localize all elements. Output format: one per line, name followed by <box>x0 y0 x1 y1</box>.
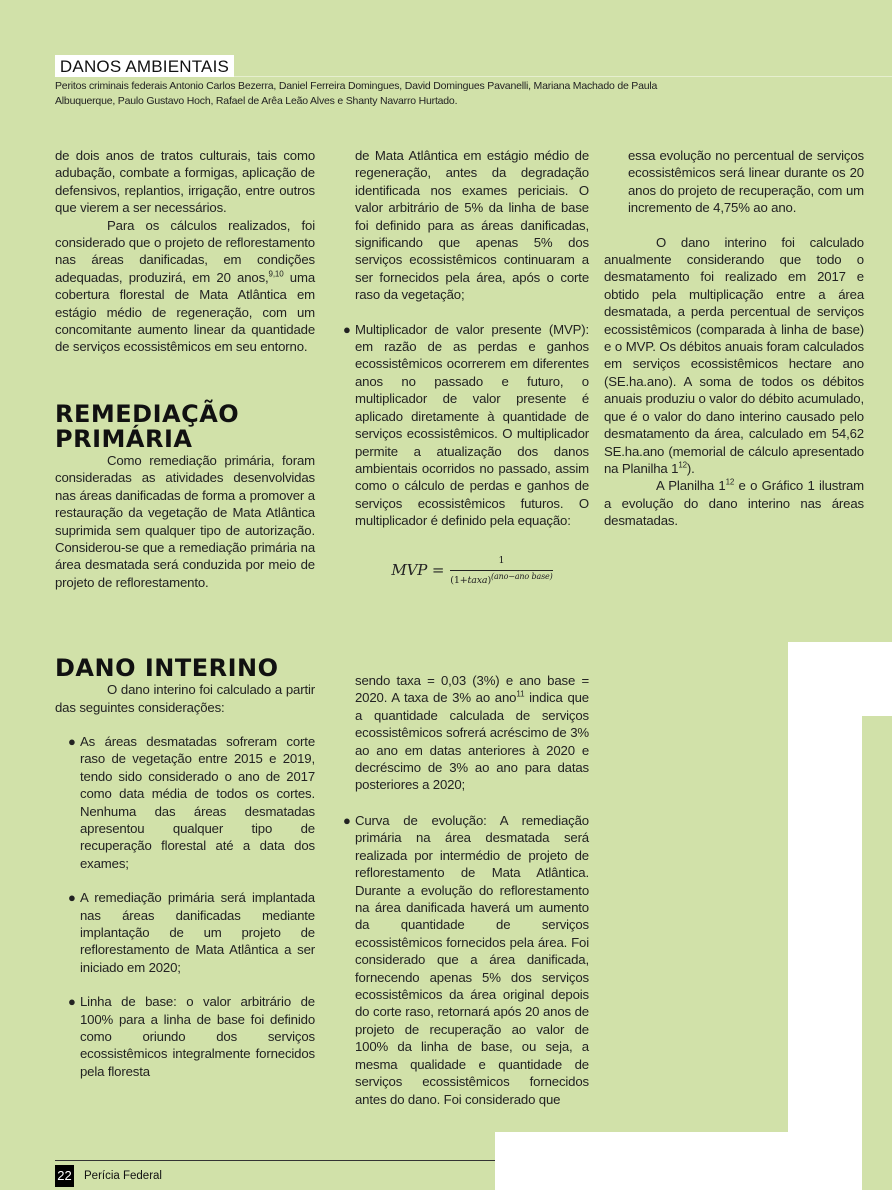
column-2-bullet-curve <box>343 812 589 1108</box>
column-3 <box>604 147 864 530</box>
footnote-ref: 9,10 <box>268 269 284 279</box>
bullet-icon: ● <box>68 733 76 749</box>
mvp-equation: MVP = $\frac{1}{(1+taxa)^{(ano-ano base)}}$ <box>355 552 589 590</box>
col2-paragraph-1: de Mata Atlântica em estágio médio de regeneração, antes da degradação identificada nos exames periciais. O valor arbitrário de 5% da linha de base foi definido para as áreas danificadas, significando que apenas 5% dos serviços ecossistêmicos continuaram a ser fornecidos pela área, após o corte raso da vegetação; <box>355 148 589 303</box>
heading-dano-interino: DANO INTERINO <box>55 654 279 683</box>
list-item: ● Multiplicador de valor presente (MVP): em razão de as perdas e ganhos ecossistêmicos ocorrerem em diferentes anos no passado e futuro, o multiplicador de valor presente é aplicado diretamente à quantidade de serviços ecossistêmicos. O multiplicador permite a atualização dos danos ambientais ocorridos no passado, assim como o cálculo de perdas e ganhos de serviços ecossistêmicos futuros. O multiplicador é definido pela equação: MVP = $\frac{1}{(1+taxa)^{(ano-ano base)}}$ <box>343 321 589 590</box>
equation-fraction: $\frac{1}{(1+taxa)^{(ano-ano base)}}$ <box>450 552 552 590</box>
authors-line: Peritos criminais federais Antonio Carlos Bezerra, Daniel Ferreira Domingues, David Domingues Pavanelli, Mariana Machado de Paula Albuquerque, Paulo Gustavo Hoch, Rafael de Arêa Leão Alves e Shanty Navarro Hurtado. <box>55 80 658 107</box>
list-item: ● As áreas desmatadas sofreram corte raso de vegetação entre 2015 e 2019, tendo sido considerado o ano de 2017 como data média de todos os cortes. Nenhuma das áreas desmatadas apresentou qualquer tipo de recuperação florestal até a data dos exames; <box>68 733 315 871</box>
publication-name: Perícia Federal <box>84 1170 162 1182</box>
green-strip-right <box>862 716 892 1190</box>
bullet-icon: ● <box>68 994 76 1010</box>
heading-remediacao-primaria: REMEDIAÇÃO PRIMÁRIA <box>55 399 240 453</box>
bullet-icon: ● <box>343 813 351 828</box>
col1-paragraph-2: Para os cálculos realizados, foi considerado que o projeto de reflorestamento nas áreas danificadas, em condições adequadas, produzirá, em 20 anos,$^{9,10}$ uma cobertura florestal de Mata Atlântica em estágio médio de regeneração, com um concomitante aumento linear da quantidade de serviços ecossistêmicos em seu entorno. <box>55 217 316 355</box>
footnote-ref: 12 <box>678 460 687 470</box>
bullet-icon: ● <box>343 321 351 337</box>
col1-paragraph-3: Como remediação primária, foram consideradas as atividades desenvolvidas nas áreas danificadas de forma a promover a restauração da vegetação de Mata Atlântica suprimida sem qualquer tipo de autorização. Considerou-se que a remediação primária na área desmatada será conduzida por meio de projeto de reflorestamento. <box>55 452 315 590</box>
blank-panel-right-mask <box>862 642 892 716</box>
section-tag: DANOS AMBIENTAIS <box>55 55 234 77</box>
footnote-ref: 12 <box>725 477 735 487</box>
col3-paragraph-1: essa evolução no percentual de serviços ecossistêmicos será linear durante os 20 anos do projeto de recuperação, com um incremento de 4,75% ao ano. <box>628 148 864 216</box>
col1-paragraph-4: O dano interino foi calculado a partir das seguintes considerações: <box>55 682 315 715</box>
col3-paragraph-3: A Planilha $1^{12}$ e o Gráfico 1 ilustram a evolução do dano interino nas áreas desmatadas. <box>604 477 864 529</box>
column-2-lower <box>355 672 589 794</box>
list-item: ● Curva de evolução: A remediação primária na área desmatada será realizada por intermédio de projeto de reflorestamento de Mata Atlântica. Durante a evolução do reflorestamento na área danificada haverá um aumento da quantidade de serviços ecossistêmicos fornecidos pela área. Foi considerado que a área danificada, fornecendo apenas 5% dos serviços ecossistêmicos da área original depois do corte raso, retornará após 20 anos de projeto de recuperação ao valor de 100% da linha de base, ou seja, a mesma qualidade e quantidade de serviços ecossistêmicos fornecidos antes do dano. Foi considerado que <box>343 813 589 1107</box>
col1-paragraph-1: de dois anos de tratos culturais, tais como adubação, combate a formigas, aplicação de defensivos, replantios, irrigação, entre outros que vierem a ser necessários. <box>55 148 315 216</box>
list-item: ● Linha de base: o valor arbitrário de 100% para a linha de base foi definido como oriundo dos serviços ecossistêmicos integralmente fornecidos pela floresta <box>68 994 315 1079</box>
column-1 <box>55 147 315 1080</box>
blank-panel-bottom <box>495 1132 862 1190</box>
col2-paragraph-2: sendo taxa = 0,03 (3%) e ano base = 2020. A taxa de 3% ao ano$^{11}$ indica que a quantidade calculada de serviços ecossistêmicos sofrerá acréscimo de 3% ao ano em datas anteriores à 2020 e decréscimo de 3% ao ano para datas posteriores a 2020; <box>355 673 589 793</box>
header-rule <box>234 76 892 77</box>
column-2 <box>343 147 589 589</box>
col3-paragraph-2: O dano interino foi calculado anualmente considerando que todo o desmatamento foi realizado em 2017 e obtido pela multiplicação entre a área desmatada, a perda percentual de serviços ecossistêmicos (comparada à linha de base) e o MVP. Os débitos anuais foram calculados em serviços ecossistêmicos hectare ano (SE.ha.ano). A soma de todos os débitos anuais produziu o valor do débito acumulado, que é o valor do dano interino causado pelo desmatamento da área, calculado em 54,62 SE.ha.ano (memorial de cálculo apresentado na Planilha $1^{12}$). <box>604 234 864 476</box>
page-number: 22 <box>55 1165 74 1187</box>
bullet-icon: ● <box>68 890 76 906</box>
list-item: ● A remediação primária será implantada nas áreas danificadas mediante implantação de um projeto de reflorestamento de Mata Atlântica a ser iniciado em 2020; <box>68 890 315 975</box>
footer-rule <box>55 1160 495 1161</box>
footnote-ref: 11 <box>516 690 525 700</box>
